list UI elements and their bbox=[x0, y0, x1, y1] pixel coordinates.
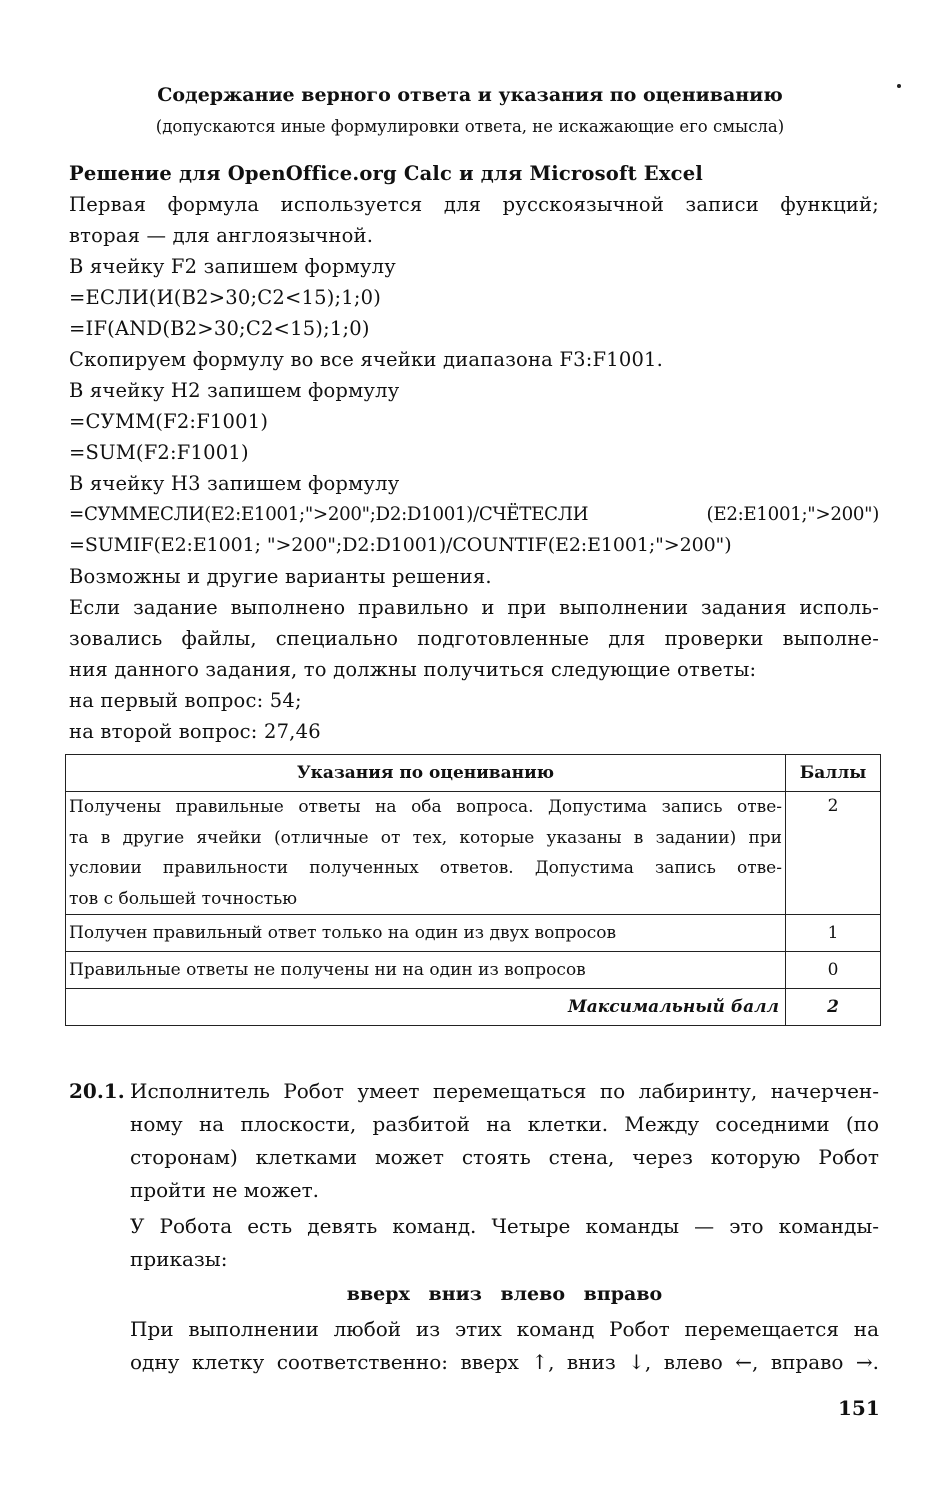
criteria-line: условии правильности полученных ответов. Допустима запись отве- bbox=[69, 858, 782, 878]
formula-line: =SUM(F2:F1001) bbox=[69, 441, 249, 464]
robot-commands: вверх вниз влево вправо bbox=[346, 1283, 663, 1305]
points-cell: 1 bbox=[786, 915, 881, 952]
task-line: приказы: bbox=[130, 1247, 228, 1271]
formula-line: =СУММЕСЛИ(E2:E1001;">200";D2:D1001)/СЧЁТЕСЛИ (E2:E1001;">200") bbox=[69, 504, 879, 525]
task-line: У Робота есть девять команд. Четыре команды — это команды- bbox=[130, 1214, 879, 1238]
solution-line: В ячейку H2 запишем формулу bbox=[69, 379, 400, 402]
task-paragraph bbox=[130, 1210, 879, 1276]
task-line: ному на плоскости, разбитой на клетки. Между соседними (по bbox=[130, 1112, 879, 1136]
max-score-value: 2 bbox=[786, 989, 881, 1026]
table-row bbox=[66, 952, 881, 989]
table-row bbox=[66, 915, 881, 952]
criteria-line: тов с большей точностью bbox=[69, 888, 298, 909]
task-paragraph bbox=[130, 1075, 879, 1207]
solution-line: В ячейку F2 запишем формулу bbox=[69, 255, 396, 278]
criteria-cell: Получен правильный ответ только на один из двух вопросов bbox=[66, 915, 786, 952]
criteria-line: Получены правильные ответы на оба вопроса. Допустима запись отве- bbox=[69, 797, 782, 817]
answer-heading: Содержание верного ответа и указания по оцениванию bbox=[157, 84, 783, 106]
solution-line: Если задание выполнено правильно и при выполнении задания исполь- bbox=[69, 596, 879, 619]
page-number: 151 bbox=[838, 1396, 880, 1420]
task-line: сторонам) клетками может стоять стена, через которую Робот bbox=[130, 1145, 879, 1169]
column-header-criteria: Указания по оцениванию bbox=[66, 755, 786, 792]
task-line: При выполнении любой из этих команд Робот перемещается на bbox=[130, 1317, 879, 1341]
task-number: 20.1. bbox=[69, 1079, 125, 1103]
solution-line: В ячейку H3 запишем формулу bbox=[69, 472, 400, 495]
solution-line: Скопируем формулу во все ячейки диапазона F3:F1001. bbox=[69, 348, 664, 371]
solution-line: Возможны и другие варианты решения. bbox=[69, 565, 492, 588]
task-20-1 bbox=[69, 1075, 879, 1379]
answer-line: на первый вопрос: 54; bbox=[69, 689, 302, 712]
solution-line: ния данного задания, то должны получиться следующие ответы: bbox=[69, 658, 757, 681]
task-line: Исполнитель Робот умеет перемещаться по лабиринту, начерчен- bbox=[130, 1079, 879, 1103]
answer-subheading: (допускаются иные формулировки ответа, не искажающие его смысла) bbox=[155, 117, 785, 136]
solution-line: Первая формула используется для русскоязычной записи функций; bbox=[69, 193, 879, 216]
task-line: одну клетку соответственно: вверх ↑, вниз ↓, влево ←, вправо →. bbox=[130, 1350, 879, 1374]
formula-line: =СУММ(F2:F1001) bbox=[69, 410, 269, 433]
speck-mark bbox=[897, 84, 901, 88]
column-header-points: Баллы bbox=[786, 755, 881, 792]
points-cell: 0 bbox=[786, 952, 881, 989]
solution-line: зовались файлы, специально подготовленные для проверки выполне- bbox=[69, 627, 879, 650]
formula-line: =ЕСЛИ(И(B2>30;C2<15);1;0) bbox=[69, 286, 382, 309]
task-line: пройти не может. bbox=[130, 1178, 320, 1202]
grading-table bbox=[65, 754, 881, 1026]
answer-line: на второй вопрос: 27,46 bbox=[69, 720, 321, 743]
table-row-max bbox=[66, 989, 881, 1026]
solution-heading: Решение для OpenOffice.org Calc и для Microsoft Excel bbox=[69, 162, 703, 185]
table-header-row bbox=[66, 755, 881, 792]
formula-line: =SUMIF(E2:E1001; ">200";D2:D1001)/COUNTIF(E2:E1001;">200") bbox=[69, 534, 732, 556]
formula-line: =IF(AND(B2>30;C2<15);1;0) bbox=[69, 317, 370, 340]
criteria-cell bbox=[66, 792, 786, 915]
table-row bbox=[66, 792, 881, 915]
points-cell: 2 bbox=[786, 792, 881, 915]
task-paragraph bbox=[130, 1313, 879, 1379]
criteria-line: та в другие ячейки (отличные от тех, которые указаны в задании) при bbox=[69, 827, 782, 848]
max-score-label: Максимальный балл bbox=[66, 989, 786, 1026]
solution-block bbox=[69, 158, 879, 747]
criteria-cell: Правильные ответы не получены ни на один из вопросов bbox=[66, 952, 786, 989]
solution-line: вторая — для англоязычной. bbox=[69, 224, 374, 247]
